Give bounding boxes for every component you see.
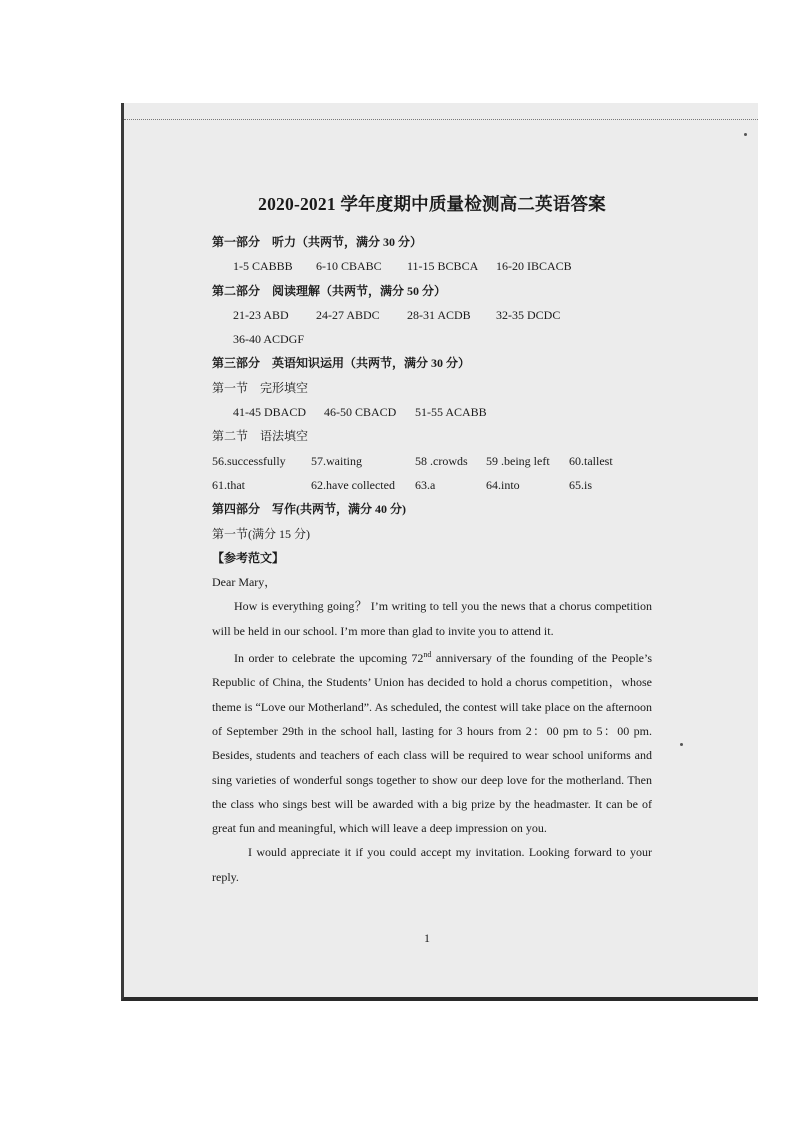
- grammar-answer: 64.into: [486, 477, 520, 492]
- grammar-answer: 63.a: [415, 477, 436, 492]
- part4-heading: 第四部分 写作(共两节，满分 40 分): [212, 502, 406, 517]
- scanned-page: [121, 103, 758, 1001]
- letter-salutation: Dear Mary，: [212, 575, 277, 590]
- scan-edge-line: [124, 119, 758, 120]
- grammar-answer: 59 .being left: [486, 453, 550, 468]
- letter-paragraph-3: [212, 840, 652, 889]
- grammar-answer: 65.is: [569, 477, 593, 492]
- document-title: 2020-2021 学年度期中质量检测高二英语答案: [258, 194, 606, 214]
- scan-speck: [744, 133, 747, 136]
- part3-heading: 第三部分 英语知识运用（共两节，满分 30 分）: [212, 356, 471, 371]
- part1-answers: [212, 254, 652, 278]
- answer-group: 11-15 BCBCA: [407, 259, 479, 274]
- scan-speck: [680, 743, 683, 746]
- answer-group: 21-23 ABD: [233, 307, 289, 322]
- letter-paragraph-2: [212, 643, 652, 840]
- part3-section2-row1: [212, 449, 652, 473]
- sample-essay-label: 【参考范文】: [212, 550, 285, 565]
- answer-group: 32-35 DCDC: [496, 307, 561, 322]
- document-body: [212, 191, 652, 889]
- page-number: 1: [424, 931, 430, 945]
- answer-group: 16-20 IBCACB: [496, 259, 572, 274]
- paragraph-text: anniversary of the founding of the People’s Republic of China, the Students’ Union has decided to hold a chorus competition，whose theme is “Love our Motherland”. As scheduled, the contest will take place on the afternoon of September 29th in the school hall, lasting for 3 hours from 2：00 pm to 5：00 pm. Besides, students and teachers of each class will be required to wear school uniforms and sing varieties of wonderful songs together to show our deep love for the motherland. Then the class who sings best will be awarded with a big prize by the headmaster. It can be of great fun and meaningful, which will leave a deep impression on you.: [212, 651, 652, 836]
- part2-answers-extra: 36-40 ACDGF: [233, 332, 305, 347]
- part4-section1-heading: 第一节(满分 15 分): [212, 526, 310, 541]
- answer-group: 24-27 ABDC: [316, 307, 380, 322]
- answer-group: 28-31 ACDB: [407, 307, 471, 322]
- part1-heading: 第一部分 听力（共两节，满分 30 分）: [212, 235, 423, 249]
- answer-group: 41-45 DBACD: [233, 405, 307, 420]
- grammar-answer: 56.successfully: [212, 453, 286, 468]
- answer-group: 6-10 CBABC: [316, 259, 382, 274]
- answer-group: 1-5 CABBB: [233, 259, 293, 274]
- grammar-answer: 61.that: [212, 477, 245, 492]
- letter-paragraph-1: [212, 594, 652, 643]
- part2-heading: 第二部分 阅读理解（共两节，满分 50 分）: [212, 283, 447, 298]
- grammar-answer: 58 .crowds: [415, 453, 468, 468]
- paragraph-text: In order to celebrate the upcoming 72: [234, 651, 424, 666]
- part3-section2-heading: 第二节 语法填空: [212, 429, 309, 444]
- grammar-answer: 60.tallest: [569, 453, 613, 468]
- part3-section1-heading: 第一节 完形填空: [212, 380, 309, 395]
- part3-section1-answers: [212, 400, 652, 424]
- paragraph-text: How is everything going？ I’m writing to tell you the news that a chorus competition will be held in our school. I’m more than glad to invite you to attend it.: [212, 599, 652, 638]
- ordinal-suffix: nd: [423, 650, 432, 660]
- answer-group: 51-55 ACABB: [415, 405, 487, 420]
- answer-group: 46-50 CBACD: [324, 405, 397, 420]
- grammar-answer: 62.have collected: [311, 477, 395, 492]
- grammar-answer: 57.waiting: [311, 453, 362, 468]
- part2-answers: [212, 303, 652, 327]
- part3-section2-row2: [212, 473, 652, 497]
- paragraph-text: I would appreciate it if you could accept my invitation. Looking forward to your reply.: [212, 845, 652, 884]
